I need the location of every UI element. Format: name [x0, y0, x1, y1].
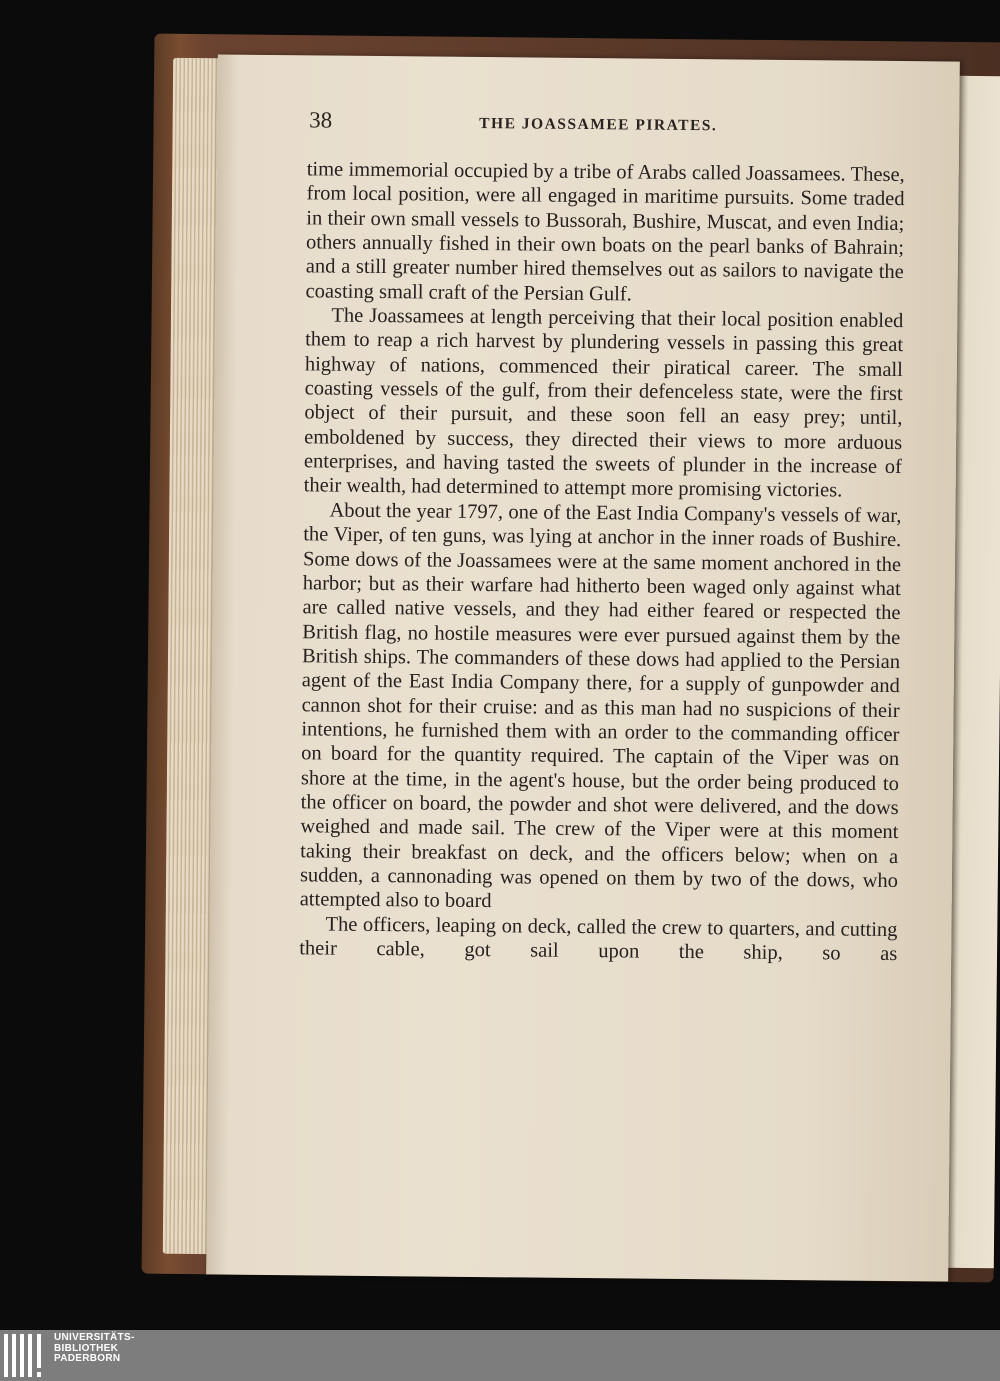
logo-line-1: UNIVERSITÄTS-	[54, 1332, 135, 1343]
book-page	[206, 54, 960, 1281]
paragraph-2: The Joassamees at length perceiving that their local position enabled them to reap a rich harvest by plundering vessels in passing this great highway of nations, commenced their piratical career. The small coasting vessels of the gulf, from their defenceless state, were the first object of their pursuit, and these soon fell an easy prey; until, emboldened by success, they directed their views to more arduous enterprises, and having tasted the sweets of plunder in the increase of their wealth, had determined to attempt more promising victories.	[303, 304, 904, 502]
library-logo-icon	[4, 1334, 46, 1377]
page-header	[309, 107, 909, 143]
logo-line-3: PADERBORN	[54, 1353, 121, 1364]
paragraph-3: About the year 1797, one of the East India Company's vessels of war, the Viper, of ten guns, was lying at anchor in the inner roads of Bushire. Some dows of the Joassamees were at the same moment anchored in the harbor; but as their warfare had hitherto been waged only against what are called native vessels, and they had either feared or respected the British flag, no hostile measures were ever pursued against them by the British ships. The commanders of these dows had applied to the Persian agent of the East India Company there, for a supply of gunpowder and cannon shot for their cruise: and as this man had no suspicions of their intentions, he furnished them with an order to the commanding officer on board for the quantity required. The captain of the Viper was on shore at the time, in the agent's house, but the order being produced to the officer on board, the powder and shot were delivered, and the dows weighed and made sail. The crew of the Viper were at this moment taking their breakfast on deck, and the officers below; when on a sudden, a cannonading was opened on them by two of the dows, who attempted also to board	[299, 499, 902, 913]
paragraph-1: time immemorial occupied by a tribe of Arabs called Joassamees. These, from local position, were all engaged in maritime pursuits. Some traded in their own small vessels to Bussorah, Bushire, Muscat, and even India; others annually fished in their own boats on the pearl banks of Bahrain; and a still greater number hired themselves out as sailors to navigate the coasting small craft of the Persian Gulf.	[305, 158, 905, 306]
logo-line-2: BIBLIOTHEK	[54, 1342, 119, 1354]
library-footer	[0, 1330, 1000, 1381]
page-number: 38	[309, 107, 333, 133]
library-logo-text	[54, 1333, 135, 1365]
body-text	[299, 157, 905, 966]
paragraph-4: The officers, leaping on deck, called the crew to quarters, and cutting their cable, got sail upon the ship, so as	[299, 913, 898, 966]
running-head: THE JOASSAMEE PIRATES.	[479, 114, 718, 135]
